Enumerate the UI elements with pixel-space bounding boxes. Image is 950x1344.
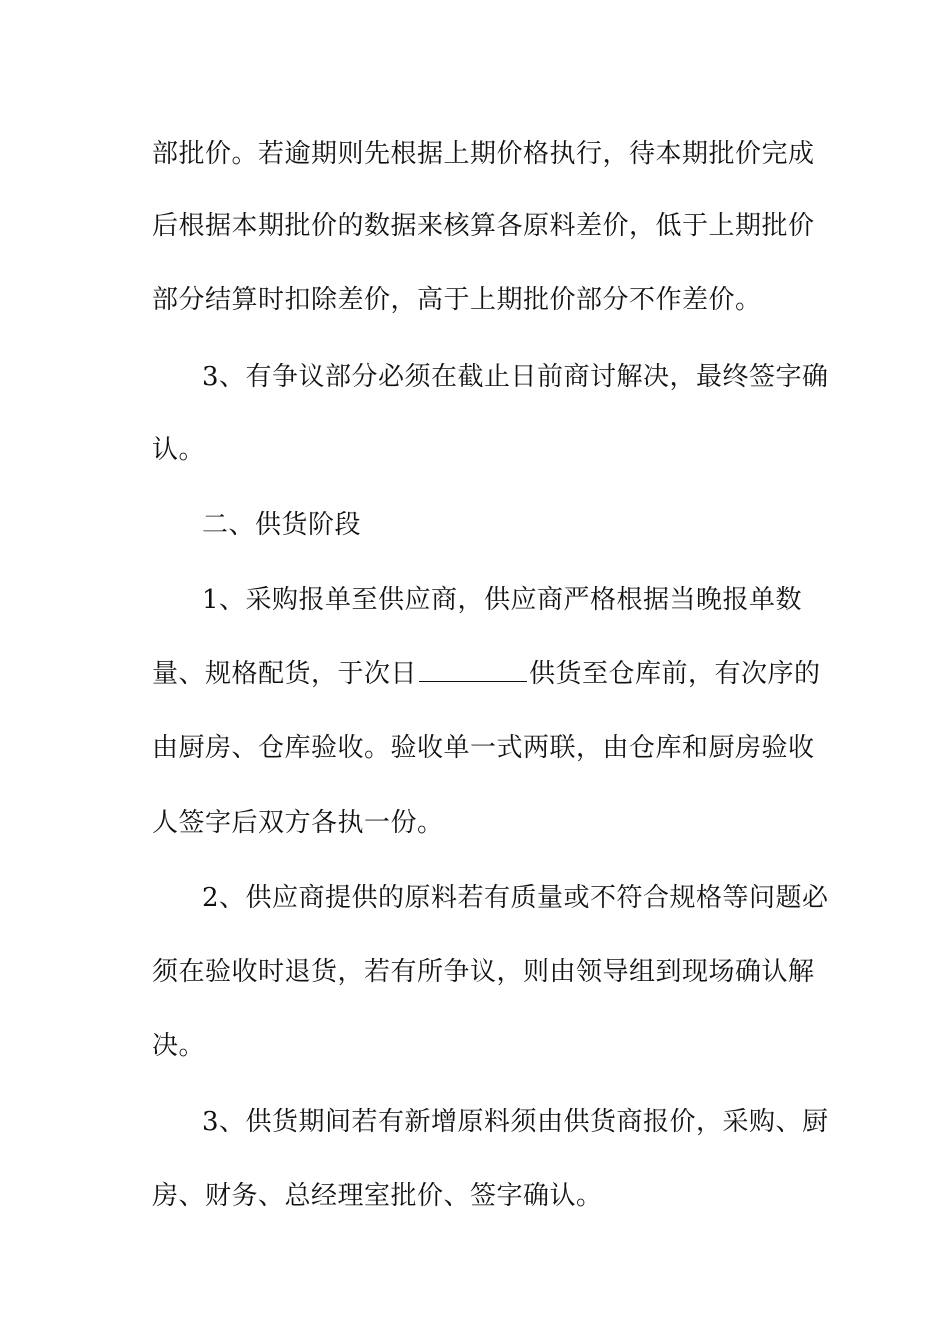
supply-clause-2-line-3: 决。: [152, 1031, 206, 1061]
clause-3-line-1: 3、有争议部分必须在截止日前商讨解决，最终签字确: [202, 362, 829, 392]
supply-clause-2-line-2: 须在验收时退货，若有所争议，则由领导组到现场确认解: [152, 957, 815, 987]
supply-clause-2-line-1: 2、供应商提供的原料若有质量或不符合规格等问题必: [202, 883, 829, 913]
supply-clause-3-line-2: 房、财务、总经理室批价、签字确认。: [152, 1181, 603, 1211]
clause-3-line-2: 认。: [152, 435, 206, 465]
text-before-blank: 量、规格配货，于次日: [152, 659, 418, 689]
paragraph-line-1: 部批价。若逾期则先根据上期价格执行，待本期批价完成: [152, 139, 815, 169]
supply-clause-1-line-1: 1、采购报单至供应商，供应商严格根据当晚报单数: [202, 585, 803, 615]
supply-clause-1-line-4: 人签字后双方各执一份。: [152, 808, 444, 838]
supply-clause-1-line-2: [152, 656, 821, 692]
fill-in-blank: [419, 657, 527, 682]
supply-clause-1-line-3: 由厨房、仓库验收。验收单一式两联，由仓库和厨房验收: [152, 733, 815, 763]
paragraph-line-3: 部分结算时扣除差价，高于上期批价部分不作差价。: [152, 285, 762, 315]
supply-clause-3-line-1: 3、供货期间若有新增原料须由供货商报价，采购、厨: [202, 1107, 829, 1137]
text-after-blank: 供货至仓库前，有次序的: [529, 659, 821, 689]
paragraph-line-2: 后根据本期批价的数据来核算各原料差价，低于上期批价: [152, 211, 815, 241]
section-heading: 二、供货阶段: [202, 510, 362, 540]
